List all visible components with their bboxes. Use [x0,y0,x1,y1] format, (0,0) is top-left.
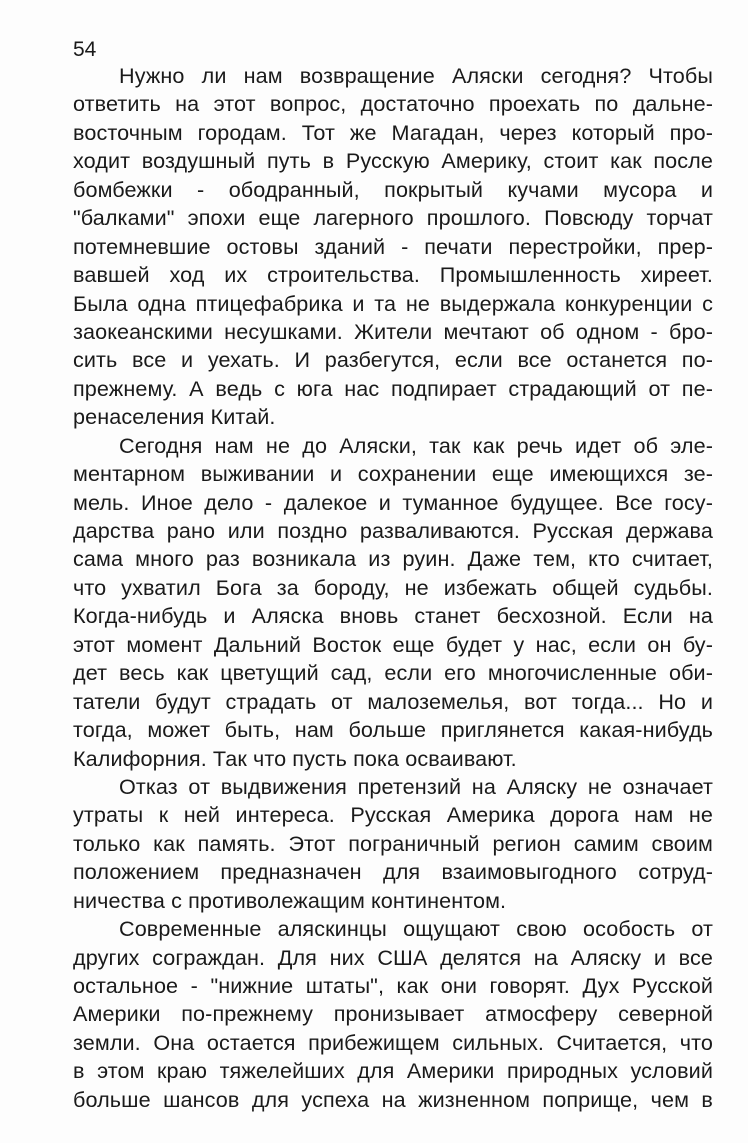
paragraph-3 [73,773,713,915]
text-line: прежнему. А ведь с юга нас подпирает страдающий от пе- [73,375,713,401]
text-line: утраты к ней интереса. Русская Америка дорога нам не [73,802,713,828]
text-line: дет весь как цветущий сад, если его многочисленные оби- [73,660,713,686]
text-line: ничества с противолежащим континентом. [73,887,507,913]
text-line: "балками" эпохи еще лагерного прошлого. Повсюду торчат [73,205,713,231]
text-line: этот момент Дальний Восток еще будет у нас, если он бу- [73,631,713,657]
text-line: Когда-нибудь и Аляска вновь станет бесхозной. Если на [73,603,713,629]
text-line: татели будут страдать от малоземелья, вот тогда... Но и [73,688,713,714]
paragraph-1 [73,62,713,432]
text-line: остальное - "нижние штаты", как они говорят. Дух Русской [73,973,713,998]
text-line: сить все и уехать. И разбегутся, если все останется по- [73,347,713,373]
text-line: мель. Иное дело - далекое и туманное будущее. Все госу- [73,489,713,515]
text-line: ответить на этот вопрос, достаточно проехать по дальне- [73,91,713,117]
text-line: Современные аляскинцы ощущают свою особость от [119,916,713,942]
text-line: тогда, может быть, нам больше приглянется какая-нибудь [73,717,713,743]
page-number: 54 [73,38,97,61]
text-line: ментарном выживании и сохранении еще имеющихся зе- [73,461,713,487]
text-line: в этом краю тяжелейших для Америки природных условий [73,1058,713,1084]
text-line: что ухватил Бога за бороду, не избежать общей судьбы. [73,574,713,600]
text-line: положением предназначен для взаимовыгодного сотруд- [73,859,713,885]
text-line: вавшей ход их строительства. Промышленность хиреет. [73,262,713,288]
text-line: только как память. Этот пограничный регион самим своим [73,830,713,856]
text-line: ренаселения Китай. [73,404,276,430]
text-line: Сегодня нам не до Аляски, так как речь идет об эле- [119,432,713,458]
text-line: потемневшие остовы зданий - печати перестройки, прер- [73,233,713,259]
text-line: больше шансов для успеха на жизненном поприще, чем в [73,1086,713,1112]
text-line: восточным городам. Тот же Магадан, через который про- [73,119,713,145]
text-line: ходит воздушный путь в Русскую Америку, стоит как после [73,148,713,174]
page-text [73,62,713,1114]
paragraph-4 [73,915,713,1114]
text-line: Америки по-прежнему пронизывает атмосферу северной [73,1001,713,1027]
text-line: Отказ от выдвижения претензий на Аляску не означает [119,773,713,799]
text-line: земли. Она остается прибежищем сильных. Считается, что [73,1029,713,1055]
text-line: других сограждан. Для них США делятся на Аляску и все [73,944,713,970]
text-line: заокеанскими несушками. Жители мечтают об одном - бро- [73,318,713,344]
text-line: бомбежки - ободранный, покрытый кучами мусора и [73,176,713,202]
paragraph-2 [73,432,713,773]
text-line: Была одна птицефабрика и та не выдержала конкуренции с [73,290,713,316]
text-line: Нужно ли нам возвращение Аляски сегодня? Чтобы [119,63,713,88]
text-line: Калифорния. Так что пусть пока осваивают. [73,745,517,771]
text-line: сама много раз возникала из руин. Даже тем, кто считает, [73,546,713,572]
text-line: дарства рано или поздно разваливаются. Русская держава [73,518,713,543]
